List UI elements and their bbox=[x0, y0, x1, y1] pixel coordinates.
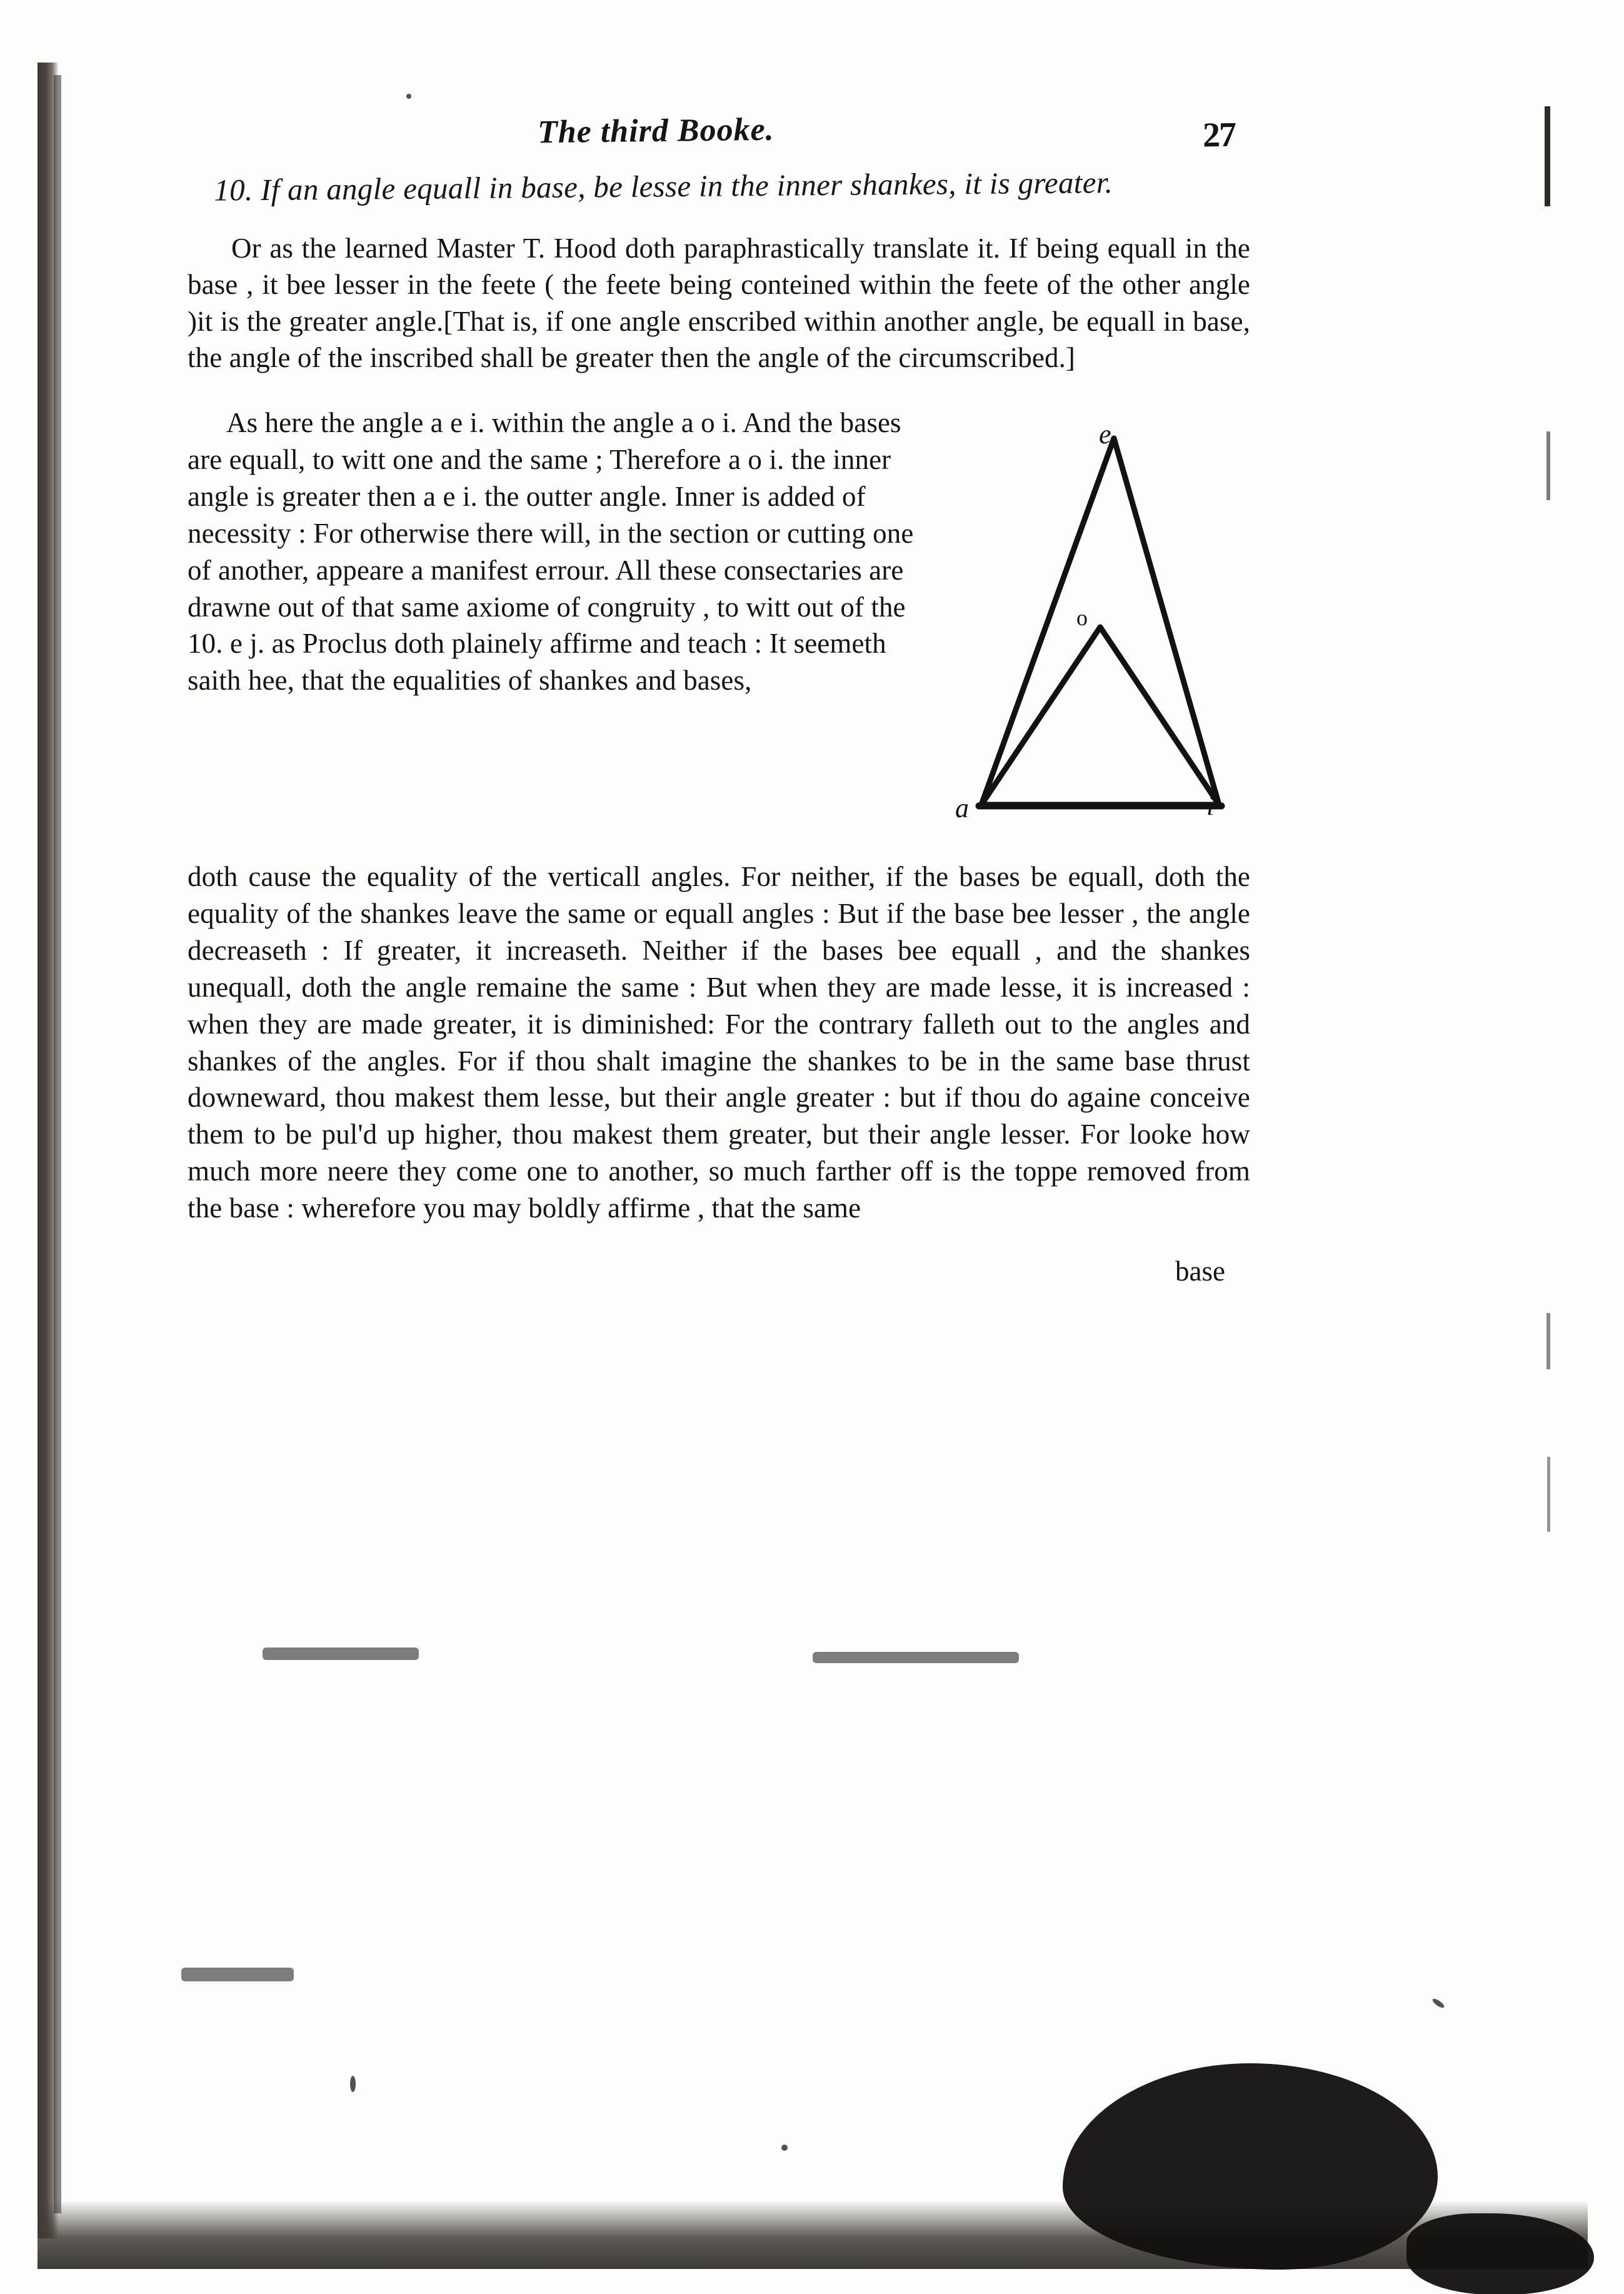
paragraph-2-text: As here the angle a e i. within the angle a o i. And the bases are equall, to witt one and the same ; Therefore a o i. the inner angle is greater then a e i. the outter angle. Inner is added of necessity : For otherwise there will, in the section or cutting one of another, appeare a manifest errour. All these consectaries are drawne out of that same axiome of congruity , to witt out of the 10. e j. as Proclus doth plainely affirme and teach : It seemeth saith hee, that the equalities of shankes and bases, bbox=[188, 406, 914, 697]
figure-label-e: e bbox=[1099, 418, 1111, 450]
proposition-text: If an angle equall in base, be lesse in the inner shankes, it is greater. bbox=[260, 165, 1113, 207]
ink-smear-1 bbox=[263, 1648, 419, 1660]
margin-rule-mid-right bbox=[1546, 431, 1550, 500]
ink-smear-3 bbox=[181, 1968, 294, 1981]
figure-label-o: o bbox=[1076, 605, 1088, 630]
page-header bbox=[188, 113, 1250, 169]
figure-label-a: a bbox=[955, 792, 969, 823]
proposition-number: 10. bbox=[214, 173, 253, 208]
speck-2 bbox=[781, 2145, 788, 2151]
margin-rule-lower-right bbox=[1546, 1313, 1550, 1369]
ink-blot-bottom bbox=[1063, 2063, 1438, 2270]
margin-rule-top-right bbox=[1545, 106, 1550, 206]
page-number: 27 bbox=[1202, 115, 1236, 155]
text-column bbox=[188, 113, 1250, 1287]
speck-1 bbox=[350, 2076, 356, 2092]
proposition-heading bbox=[188, 163, 1250, 209]
figure-label-i: i bbox=[1206, 790, 1215, 821]
catchword: base bbox=[1175, 1255, 1225, 1287]
paragraph-1 bbox=[188, 230, 1250, 376]
paragraph-3-text: doth cause the equality of the verticall angles. For neither, if the bases be equall, doth the equality of the shankes leave the same or equall angles : But if the base bee lesser , the angle decreaseth : If greater, it increaseth. Neither if the bases bee equall , and the shankes unequall, doth the angle remaine the same : But when they are made lesse, it is increased : when they are made greater, it is diminished: For the contrary falleth out to the angles and shankes of the angles. For if thou shalt imagine the shankes to be in the same base thrust downeward, thou makest them lesse, but their angle greater : but if thou do againe conceive them to be pul'd up higher, thou makest them greater, but their angle lesser. For looke how much more neere they come one to another, so much farther off is the toppe removed from the base : wherefore you may boldly affirme , that the same bbox=[188, 860, 1250, 1224]
paragraph-1-text: Or as the learned Master T. Hood doth paraphrastically translate it. If being equall in the base , it bee lesser in the feete ( the feete being conteined within the feete of the other angle )it is the greater angle.[That is, if one angle enscribed within another angle, be equall in base, the angle of the inscribed shall be greater then the angle of the circumscribed.] bbox=[188, 232, 1250, 374]
running-head: The third Booke. bbox=[537, 111, 774, 151]
figure-and-paragraph-2 bbox=[188, 405, 1250, 823]
two-triangles-svg bbox=[944, 417, 1250, 855]
speck-3 bbox=[1431, 1997, 1446, 2009]
speck-4 bbox=[406, 94, 411, 99]
figure-two-triangles bbox=[944, 417, 1250, 855]
margin-rule-bottom-right bbox=[1547, 1457, 1550, 1532]
ink-smear-2 bbox=[813, 1652, 1019, 1663]
paragraph-3 bbox=[188, 858, 1250, 1227]
page-edge-shadow-left-inner bbox=[54, 75, 61, 2213]
